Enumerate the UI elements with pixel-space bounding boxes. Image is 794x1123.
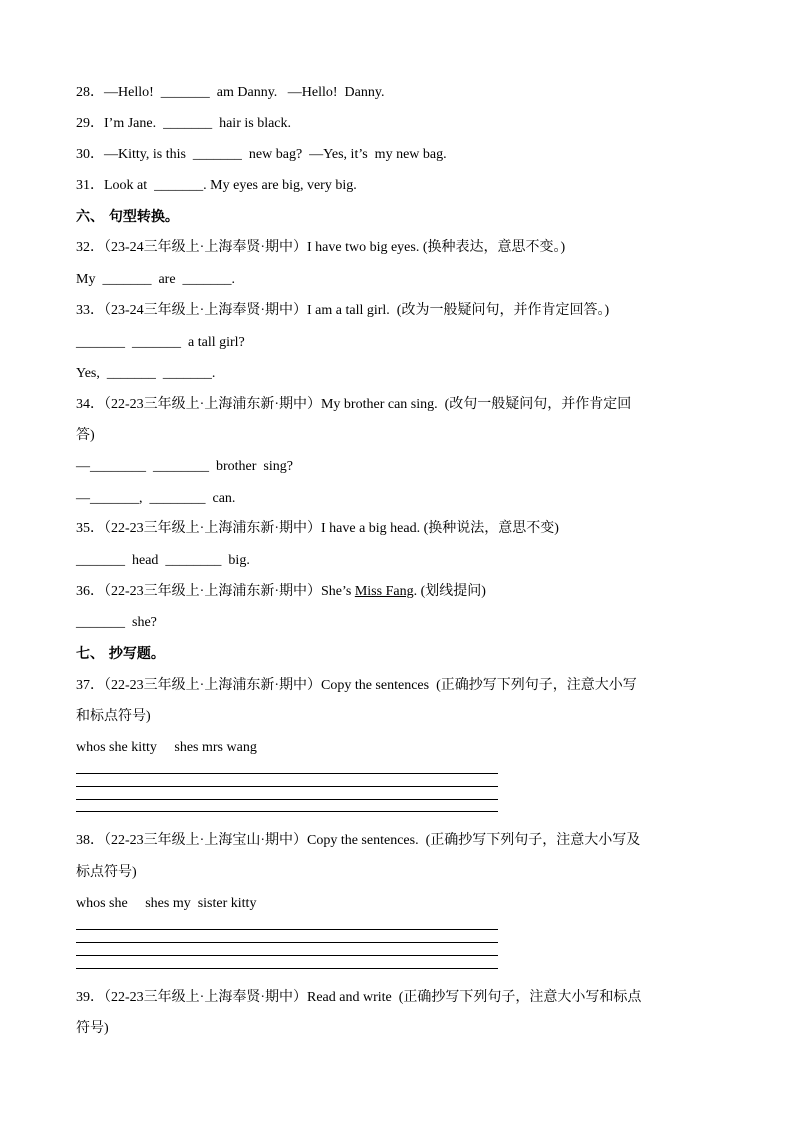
section-heading-sentence-transform: 六、 句型转换。	[76, 209, 179, 225]
section-heading-copy: 七、 抄写题。	[76, 646, 165, 662]
question-30: 30．—Kitty, is this _______ new bag? —Yes, it’s my new bag.	[76, 147, 447, 162]
writing-line[interactable]	[76, 811, 498, 812]
question-32: 32．（23-24三年级上·上海奉贤·期中）I have two big eyes. (换种表达，意思不变。)	[76, 240, 566, 255]
question-39-continued: 符号)	[76, 1021, 109, 1036]
question-35: 35．（22-23三年级上·上海浦东新·期中）I have a big head. (换种说法，意思不变)	[76, 521, 559, 536]
writing-line[interactable]	[76, 955, 498, 956]
writing-line[interactable]	[76, 799, 498, 800]
question-31: 31．Look at _______. My eyes are big, very big.	[76, 178, 357, 193]
question-33: 33．（23-24三年级上·上海奉贤·期中）I am a tall girl. (改为一般疑问句，并作肯定回答。)	[76, 303, 610, 318]
answer-line-34a: —________ ________ brother sing?	[76, 459, 293, 474]
question-36	[76, 583, 734, 601]
question-36-suffix: . (划线提问)	[413, 584, 486, 599]
answer-line-32: My _______ are _______.	[76, 272, 236, 287]
answer-line-35: _______ head ________ big.	[76, 553, 250, 568]
answer-line-33a: _______ _______ a tall girl?	[76, 335, 245, 350]
question-36-prefix: 36．（22-23三年级上·上海浦东新·期中）She’s	[76, 584, 355, 599]
answer-line-36: _______ she?	[76, 615, 157, 630]
question-37: 37．（22-23三年级上·上海浦东新·期中）Copy the sentences (正确抄写下列句子，注意大小写	[76, 678, 637, 693]
question-34-continued: 答)	[76, 428, 95, 443]
answer-line-33b: Yes, _______ _______.	[76, 366, 216, 381]
question-39: 39．（22-23三年级上·上海奉贤·期中）Read and write (正确抄写下列句子，注意大小写和标点	[76, 990, 642, 1005]
copy-source-37: whos she kitty shes mrs wang	[76, 740, 257, 755]
question-37-continued: 和标点符号)	[76, 709, 151, 724]
writing-line[interactable]	[76, 968, 498, 969]
underlined-phrase: Miss Fang	[354, 584, 414, 599]
question-38: 38．（22-23三年级上·上海宝山·期中）Copy the sentences. (正确抄写下列句子，注意大小写及	[76, 833, 641, 848]
writing-line[interactable]	[76, 942, 498, 943]
question-29: 29．I’m Jane. _______ hair is black.	[76, 116, 292, 131]
question-38-continued: 标点符号)	[76, 865, 137, 880]
copy-source-38: whos she shes my sister kitty	[76, 896, 257, 911]
answer-line-34b: —_______, ________ can.	[76, 491, 236, 506]
question-28: 28．—Hello! _______ am Danny. —Hello! Danny.	[76, 85, 385, 100]
writing-line[interactable]	[76, 786, 498, 787]
writing-line[interactable]	[76, 929, 498, 930]
writing-line[interactable]	[76, 773, 498, 774]
question-34: 34．（22-23三年级上·上海浦东新·期中）My brother can sing. (改句一般疑问句，并作肯定回	[76, 397, 632, 412]
